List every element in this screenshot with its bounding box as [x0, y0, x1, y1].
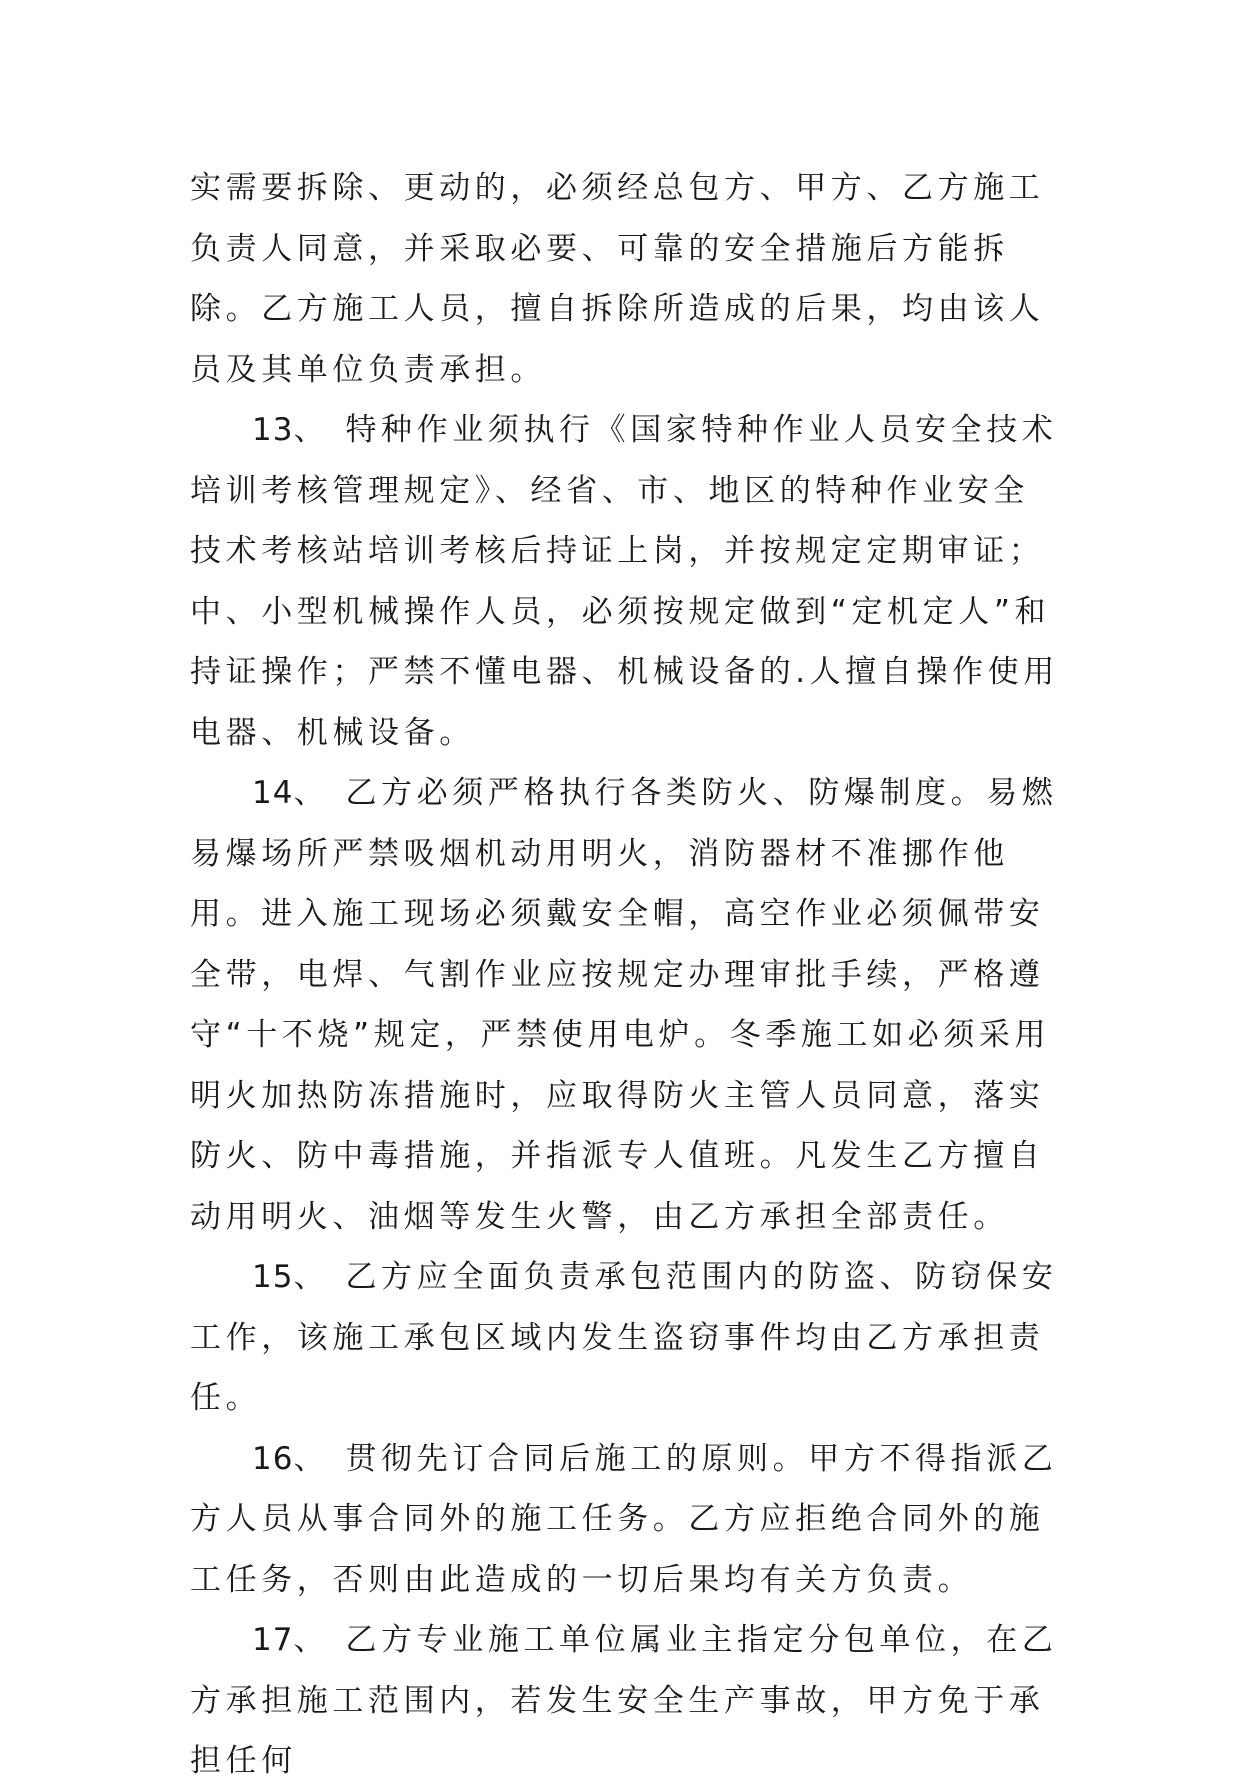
- paragraph-number: 16、: [252, 1440, 326, 1477]
- paragraph-number: 15、: [252, 1259, 326, 1295]
- paragraph-14: [190, 763, 1060, 1247]
- paragraph-number: 17、: [252, 1622, 326, 1658]
- paragraph-continued: [190, 158, 1060, 400]
- paragraph-text: 贯彻先订合同后施工的原则。甲方不得指派乙方人员从事合同外的施工任务。乙方应拒绝合同外的施工任务，否则由此造成的一切后果均有关方负责。: [190, 1440, 1058, 1598]
- paragraph-text: 实需要拆除、更动的，必须经总包方、甲方、乙方施工负责人同意，并采取必要、可靠的安全措施后方能拆除。乙方施工人员，擅自拆除所造成的后果，均由该人员及其单位负责承担。: [190, 170, 1045, 388]
- paragraph-number: 13、: [252, 412, 326, 448]
- paragraph-number: 14、: [252, 775, 326, 811]
- paragraph-text: 特种作业须执行《国家特种作业人员安全技术培训考核管理规定》、经省、市、地区的特种作业安全技术考核站培训考核后持证上岗，并按规定定期审证；中、小型机械操作人员，必须按规定做到“定机定人”和持证操作；严禁不懂电器、机械设备的.人擅自操作使用电器、机械设备。: [190, 412, 1059, 751]
- paragraph-text: 乙方必须严格执行各类防火、防爆制度。易燃易爆场所严禁吸烟机动用明火，消防器材不准挪作他用。进入施工现场必须戴安全帽，高空作业必须佩带安全带，电焊、气割作业应按规定办理审批手续，严格遵守“十不烧”规定，严禁使用电炉。冬季施工如必须采用明火加热防冻措施时，应取得防火主管人员同意，落实防火、防中毒措施，并指派专人值班。凡发生乙方擅自动用明火、油烟等发生火警，由乙方承担全部责任。: [190, 775, 1058, 1235]
- paragraph-13: [190, 400, 1060, 763]
- document-body: [190, 158, 1060, 1792]
- paragraph-text: 乙方应全面负责承包范围内的防盗、防窃保安工作，该施工承包区域内发生盗窃事件均由乙方承担责任。: [190, 1259, 1058, 1416]
- paragraph-15: [190, 1247, 1060, 1429]
- paragraph-17: [190, 1610, 1060, 1792]
- paragraph-text: 乙方专业施工单位属业主指定分包单位，在乙方承担施工范围内，若发生安全生产事故，甲方免于承担任何: [190, 1622, 1058, 1779]
- paragraph-16: [190, 1429, 1060, 1611]
